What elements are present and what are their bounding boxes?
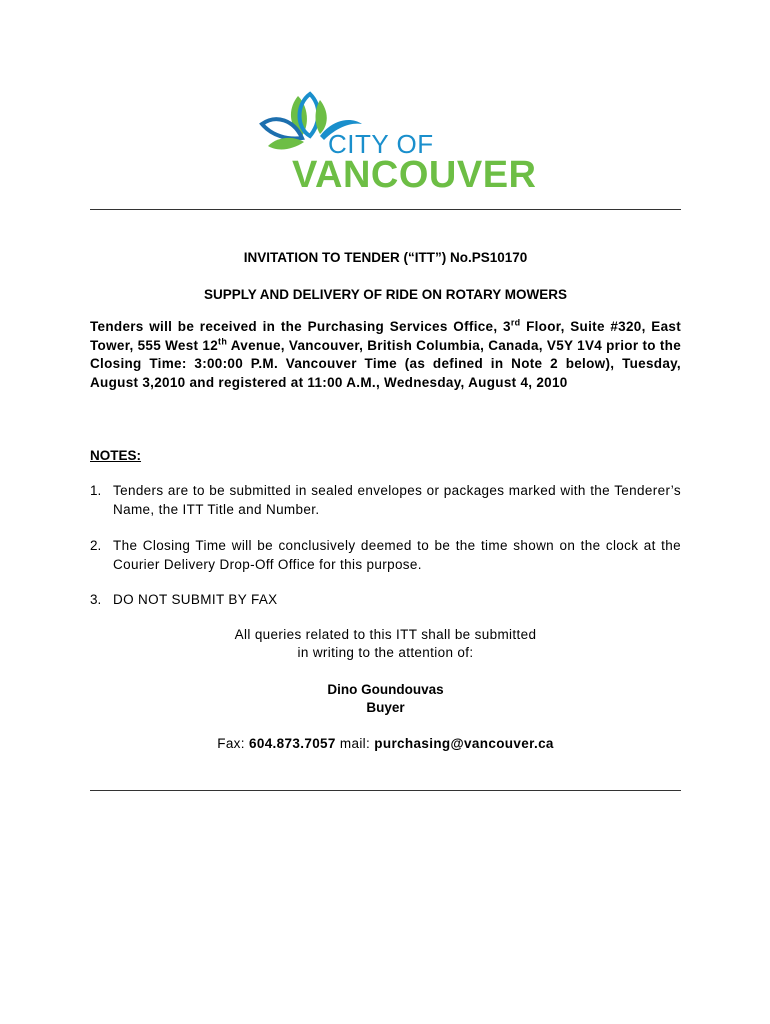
note-item-1: [90, 482, 681, 519]
note-item-2: [90, 537, 681, 574]
mail-label: mail:: [335, 736, 375, 751]
email-address[interactable]: purchasing@vancouver.ca: [374, 736, 554, 751]
note-text: Tenders are to be submitted in sealed envelopes or packages marked with the Tenderer’s Name, the ITT Title and Number.: [113, 483, 681, 517]
queries-line-1: All queries related to this ITT shall be submitted: [234, 627, 537, 642]
tender-text-part-2: Floor, Suite #320, East Tower, 555 West 12: [90, 319, 681, 353]
note-item-3: [90, 591, 681, 610]
tender-text-part-1: Tenders will be received in the Purchasing Services Office, 3: [90, 319, 511, 334]
contact-line: [90, 735, 681, 754]
bottom-divider: [90, 790, 681, 791]
tender-paragraph: [90, 318, 681, 392]
notes-heading: NOTES:: [90, 448, 142, 463]
contact-name: Dino Goundouvas: [327, 682, 444, 697]
note-number: 2.: [90, 538, 102, 553]
fax-number: 604.873.7057: [248, 736, 336, 751]
queries-line-2: in writing to the attention of:: [297, 645, 474, 660]
tender-superscript-rd: rd: [510, 317, 521, 328]
note-text: The Closing Time will be conclusively deemed to be the time shown on the clock at the Courier Delivery Drop-Off Office for this purpose.: [113, 538, 681, 572]
fax-label: Fax:: [217, 736, 249, 751]
city-of-vancouver-logo: [258, 90, 537, 198]
note-number: 3.: [90, 592, 102, 607]
logo-city-of-text: CITY OF: [328, 129, 434, 159]
note-text: DO NOT SUBMIT BY FAX: [113, 592, 278, 607]
tender-superscript-th: th: [218, 336, 228, 346]
document-subtitle: SUPPLY AND DELIVERY OF RIDE ON ROTARY MOWERS: [203, 287, 568, 302]
note-number: 1.: [90, 483, 102, 498]
top-divider: [90, 209, 681, 210]
document-title: INVITATION TO TENDER (“ITT”) No.PS10170: [243, 250, 528, 265]
tender-text-part-3: Avenue, Vancouver, British Columbia, Canada, V5Y 1V4 prior to the Closing Time: 3:00:00 P.M. Vancouver Time (as defined in Note 2 below), Tuesday, August 3,2010 and registered at 11:00 A.M., Wednesday, August 4, 2010: [90, 337, 682, 390]
logo-vancouver-text: VANCOUVER: [292, 154, 537, 196]
contact-role: Buyer: [366, 700, 405, 715]
